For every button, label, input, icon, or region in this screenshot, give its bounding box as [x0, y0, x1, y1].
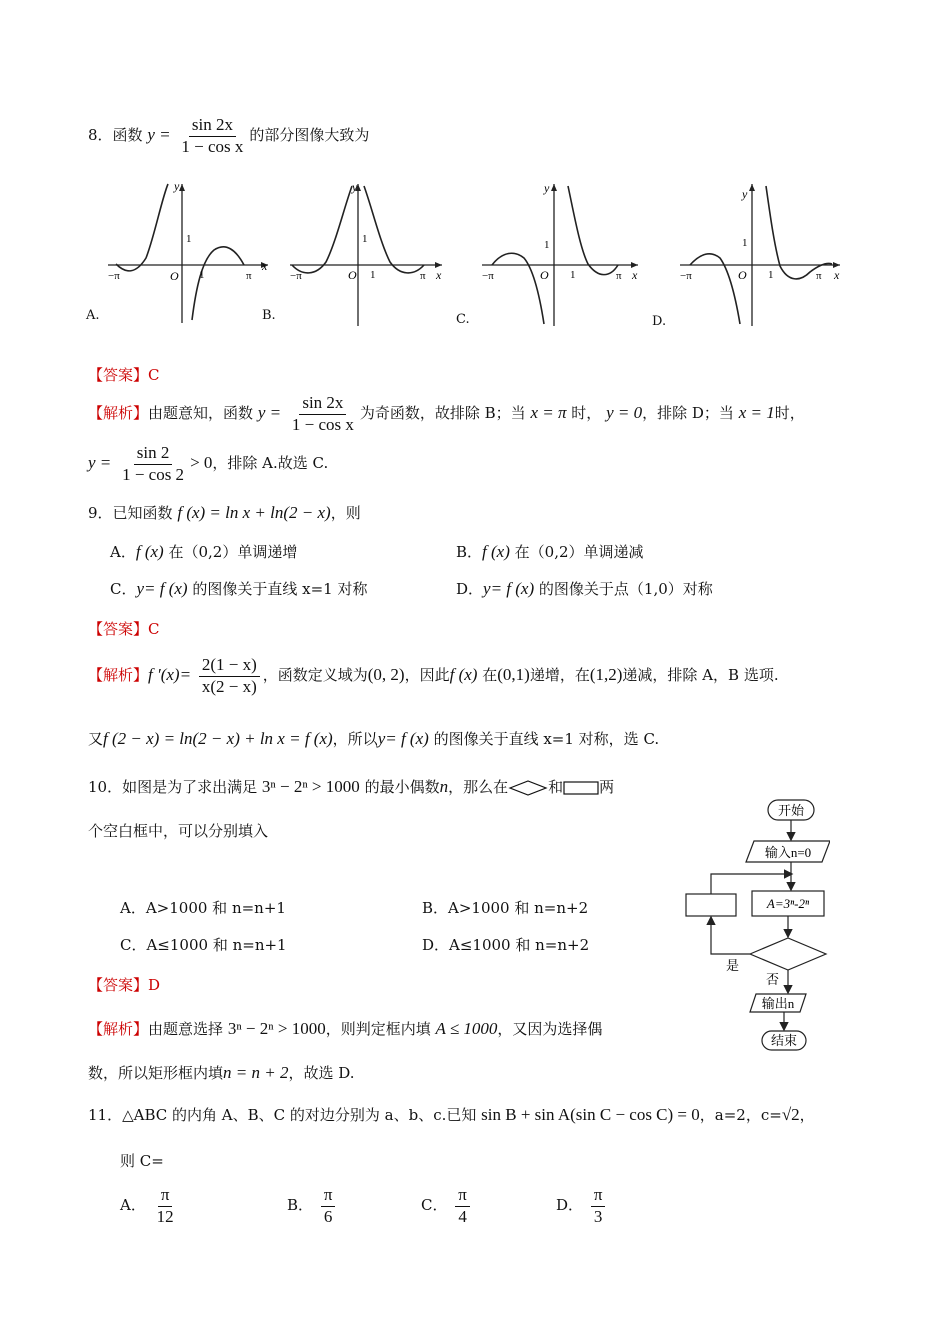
q8-analysis-line2 [88, 444, 328, 484]
q9-analysis2-text1: 又 [88, 730, 104, 748]
q11-opt-a-den: 12 [156, 1206, 174, 1226]
q8-analysis-line1 [88, 394, 805, 434]
q9-analysis-text2: ，因此 [404, 666, 450, 685]
q11-option-d [556, 1186, 608, 1226]
q8-analysis-text5: 时， [774, 404, 805, 423]
q8-analysis-tag: 【解析】 [88, 404, 149, 423]
q9-analysis-domain: (0, 2) [367, 665, 405, 685]
q11-stem [88, 1104, 815, 1125]
flow-assign-label: A=3ⁿ-2ⁿ [766, 896, 810, 911]
graph-b-origin: O [348, 268, 357, 282]
q10-answer-value: D [148, 976, 161, 994]
graph-c [478, 178, 643, 328]
q8-analysis-x1: x = 1 [738, 403, 775, 423]
q10-analysis-text1: 由题意选择 [148, 1020, 224, 1038]
q9-analysis-text5: 递减，排除 A，B 选项. [622, 666, 779, 685]
q9-analysis-frac [199, 656, 260, 696]
q11-stem-d: ， [799, 1106, 815, 1124]
q9-opt-b-text: 在（0,2）单调递减 [514, 543, 644, 561]
q11-option-c [421, 1186, 473, 1226]
graph-d-neg-pi: −π [680, 270, 692, 282]
q11-opt-a-frac [154, 1186, 177, 1226]
q9-opt-a-text: 在（0,2）单调递增 [168, 543, 298, 561]
q8-frac-den: 1 − cos x [181, 136, 244, 156]
q8-analysis-y0: y = 0 [606, 403, 643, 423]
graph-a-label: A. [86, 308, 100, 323]
q10-stem-line2: 个空白框中，可以分别填入 [88, 822, 269, 840]
q8-analysis-x-pi: x = π [530, 403, 567, 423]
q9-opt-d-label: D． [456, 580, 484, 598]
q11-opt-d-label: D． [556, 1196, 584, 1215]
q10-stem [88, 776, 614, 797]
q9-analysis2-text3: 的图像关于直线 x=1 对称，选 C. [433, 730, 660, 748]
q10-analysis2-eq: n = n + 2 [223, 1063, 289, 1082]
q10-inequality: 3ⁿ − 2ⁿ > 1000 [261, 777, 360, 796]
q10-number: 10． [88, 778, 123, 796]
graph-b-pi: π [420, 270, 426, 282]
graph-d-xlabel: x [834, 268, 840, 282]
flow-start-label: 开始 [777, 803, 805, 818]
q11-opt-d-frac [591, 1186, 606, 1226]
graph-b-one-x: 1 [370, 269, 376, 281]
q11-opt-c-num: π [455, 1186, 470, 1207]
process-rectangle-icon [563, 780, 599, 796]
q8-analysis2-frac [119, 444, 187, 484]
flow-end-label: 结束 [770, 1033, 798, 1048]
q9-number: 9． [88, 504, 113, 522]
q11-stem-line2: 则 C= [120, 1152, 164, 1170]
graph-a-pi: π [246, 270, 252, 282]
q8-analysis-text3: 时， [571, 404, 602, 423]
q11-opt-a-label: A． [120, 1196, 146, 1215]
flow-input-label: 输入n=0 [764, 845, 812, 860]
q10-option-a: A．A>1000 和 n=n+1 [120, 899, 286, 917]
q8-analysis2-gt: > 0 [190, 453, 213, 473]
q11-number: 11． [88, 1106, 123, 1124]
q8-lead: 函数 [112, 126, 143, 145]
q10-option-d: D．A≤1000 和 n=n+2 [422, 936, 590, 954]
q11-stem-b: ，a=2，c= [699, 1106, 782, 1124]
q11-opt-b-frac [321, 1186, 336, 1226]
graph-c-one-x: 1 [570, 269, 576, 281]
q11-opt-b-den: 6 [323, 1206, 333, 1226]
q9-answer-tag: 【答案】 [88, 620, 149, 638]
q10-n: n [439, 777, 449, 796]
q9-opt-d-text: 的图像关于点（1,0）对称 [538, 580, 713, 598]
q9-stem-b: ，则 [330, 504, 361, 522]
q8-fraction [178, 116, 246, 156]
q10-analysis-line2 [88, 1062, 355, 1083]
q9-analysis-tag: 【解析】 [88, 666, 149, 685]
graph-a-xlabel: x [262, 259, 268, 273]
q10-analysis-text3: ，又因为选择偶 [497, 1020, 603, 1038]
q10-answer-tag: 【答案】 [88, 976, 149, 994]
q9-opt-a-func: f (x) [135, 542, 164, 561]
q8-answer-tag: 【答案】 [88, 366, 149, 384]
graph-c-ylabel: y [544, 181, 550, 195]
q8-answer [88, 364, 160, 385]
q11-option-a [120, 1186, 180, 1226]
q10-stem-c: ，那么在 [448, 778, 509, 796]
q11-stem-a: △ABC 的内角 A、B、C 的对边分别为 a、b、c.已知 [122, 1106, 477, 1124]
q8-analysis2-den: 1 − cos 2 [122, 464, 185, 484]
q10-option-b: B．A>1000 和 n=n+2 [422, 899, 589, 917]
q11-opt-b-num: π [321, 1186, 336, 1207]
q11-opt-c-frac [455, 1186, 470, 1226]
flowchart [680, 796, 830, 1056]
q8-analysis2-num: sin 2 [134, 444, 173, 465]
graph-b-label: B. [262, 308, 276, 323]
q9-answer-value: C [148, 620, 160, 638]
q11-opt-d-den: 3 [593, 1206, 603, 1226]
q9-option-b [456, 541, 644, 562]
q9-option-a [110, 541, 297, 562]
graph-a [86, 178, 276, 328]
graph-c-label: C. [456, 312, 470, 327]
graph-c-one-y: 1 [544, 239, 550, 251]
q8-y: y = [147, 125, 171, 145]
q8-analysis-frac [289, 394, 357, 434]
graph-a-ylabel: y [174, 179, 180, 193]
q9-opt-d-func: y= f (x) [483, 579, 535, 598]
q8-answer-value: C [148, 366, 160, 384]
flow-decision [750, 938, 826, 970]
q9-opt-b-label: B． [456, 543, 483, 561]
q9-analysis-text3: 在 [482, 666, 498, 685]
q11-opt-c-label: C． [421, 1196, 448, 1215]
q9-analysis-text1: ，函数定义域为 [262, 666, 368, 685]
q10-stem-e: 两 [599, 778, 615, 796]
q9-analysis-line1 [88, 656, 779, 696]
graph-d-one-x: 1 [768, 269, 774, 281]
q9-opt-c-label: C． [110, 580, 137, 598]
graph-c-xlabel: x [632, 268, 638, 282]
q9-opt-b-func: f (x) [482, 542, 510, 561]
q9-func: f (x) = ln x + ln(2 − x) [177, 503, 331, 522]
q10-stem-d: 和 [548, 778, 564, 796]
graph-b [286, 178, 446, 328]
q10-stem-b: 的最小偶数 [364, 778, 440, 796]
q8-analysis-text2: 为奇函数，故排除 B；当 [359, 404, 526, 423]
q8-analysis-frac-num: sin 2x [299, 394, 346, 415]
q9-analysis-interval2: (1,2) [589, 665, 623, 685]
q10-analysis-text2: ，则判定框内填 [325, 1020, 431, 1038]
q10-analysis-ineq: 3ⁿ − 2ⁿ > 1000 [227, 1019, 326, 1038]
q9-option-d [456, 578, 713, 599]
flow-yes-label: 是 [726, 958, 740, 973]
graph-d-ylabel: y [742, 187, 748, 201]
flow-output-label: 输出n [761, 996, 795, 1011]
graph-b-one-y: 1 [362, 233, 368, 245]
q9-analysis-interval1: (0,1) [497, 665, 530, 685]
q9-analysis2-eq: f (2 − x) = ln(2 − x) + ln x = f (x) [103, 729, 333, 748]
q10-analysis2-text1: 数，所以矩形框内填 [88, 1064, 224, 1082]
q11-opt-d-num: π [591, 1186, 606, 1207]
decision-diamond-icon [508, 780, 548, 796]
graph-d-label: D. [652, 314, 667, 329]
graph-a-origin: O [170, 269, 179, 283]
flow-blank-process [686, 894, 736, 916]
q8-analysis-text4: ，排除 D；当 [642, 404, 734, 423]
q8-tail: 的部分图像大致为 [249, 126, 370, 145]
q10-analysis-tag: 【解析】 [88, 1020, 149, 1038]
q8-analysis-y: y = [257, 403, 282, 423]
q9-analysis-den: x(2 − x) [201, 676, 257, 696]
graph-c-pi: π [616, 270, 622, 282]
q9-answer [88, 618, 160, 639]
graph-d-pi: π [816, 270, 822, 282]
q8-frac-num: sin 2x [189, 116, 236, 137]
q8-number: 8． [88, 126, 113, 145]
graph-c-neg-pi: −π [482, 270, 494, 282]
q11-opt-b-label: B． [287, 1196, 314, 1215]
graph-b-xlabel: x [436, 268, 442, 282]
graph-a-neg-pi: −π [108, 270, 120, 282]
q9-stem [88, 502, 361, 523]
q9-analysis-text4: 递增，在 [529, 666, 590, 685]
q9-analysis-deriv: f ′(x)= [148, 665, 192, 685]
q9-analysis-num: 2(1 − x) [199, 656, 260, 677]
graph-a-one-y: 1 [186, 233, 192, 245]
q9-opt-c-func: y= f (x) [136, 579, 188, 598]
q11-opt-c-den: 4 [458, 1206, 467, 1226]
q11-option-b [287, 1186, 338, 1226]
q9-analysis-fx: f (x) [449, 665, 478, 685]
q9-analysis-line2 [88, 728, 659, 749]
q10-stem-a: 如图是为了求出满足 [122, 778, 258, 796]
q9-opt-c-text: 的图像关于直线 x=1 对称 [192, 580, 368, 598]
graph-b-neg-pi: −π [290, 270, 302, 282]
q10-analysis-line1 [88, 1018, 602, 1039]
flow-no-label: 否 [766, 972, 780, 987]
q10-analysis2-text2: ，故选 D. [288, 1064, 355, 1082]
q11-sqrt2: √2 [781, 1105, 800, 1124]
q9-stem-a: 已知函数 [112, 504, 173, 522]
graph-d-origin: O [738, 268, 747, 282]
graph-d-one-y: 1 [742, 237, 748, 249]
q8-stem [88, 116, 369, 156]
q10-analysis-cond: A ≤ 1000 [435, 1019, 498, 1038]
graph-a-one-x: 1 [199, 269, 205, 281]
q9-analysis2-y: y= f (x) [377, 729, 429, 748]
q10-answer [88, 974, 160, 995]
q8-analysis-frac-den: 1 − cos x [291, 414, 354, 434]
q11-equation: sin B + sin A(sin C − cos C) = 0 [481, 1105, 700, 1124]
graph-c-origin: O [540, 268, 549, 282]
q11-opt-a-num: π [158, 1186, 173, 1207]
q9-option-c [110, 578, 367, 599]
q9-opt-a-label: A． [110, 543, 136, 561]
q9-analysis2-text2: ，所以 [332, 730, 378, 748]
q8-analysis2-y: y = [88, 453, 112, 473]
graph-d [676, 178, 846, 328]
q8-analysis-text: 由题意知，函数 [148, 404, 254, 423]
graph-b-ylabel: y [352, 180, 358, 194]
q8-analysis2-text: ，排除 A.故选 C. [212, 454, 329, 473]
q10-option-c: C．A≤1000 和 n=n+1 [120, 936, 287, 954]
